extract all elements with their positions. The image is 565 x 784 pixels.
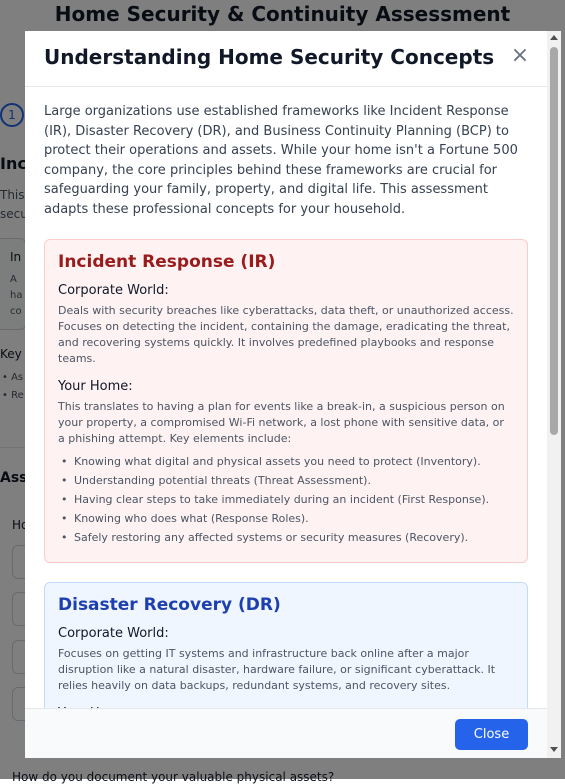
- close-icon[interactable]: ×: [510, 43, 530, 68]
- card-title: Incident Response (IR): [58, 252, 276, 272]
- scrollbar[interactable]: [547, 31, 561, 758]
- intro-text: Large organizations use established frameworks like Incident Response (IR), Disaster Recovery (DR), and Business Continuity Planning (BCP) to protect their operations and assets. While your home isn't a Fortune 500 company, the core principles behind these frameworks are crucial for safeguarding your family, property, and digital life. This assessment adapts these professional concepts for your household.: [44, 104, 518, 217]
- list-item: • Having clear steps to take immediately during an incident (First Response).: [61, 493, 514, 507]
- home-label: Your Home:: [58, 379, 133, 394]
- scroll-up-arrow-icon[interactable]: [550, 35, 558, 40]
- list-item: • Knowing what digital and physical assets you need to protect (Inventory).: [61, 455, 514, 469]
- list-item: • Knowing who does what (Response Roles).: [61, 512, 514, 526]
- modal-header: [25, 31, 547, 87]
- concepts-modal: [25, 31, 561, 758]
- corporate-text: Focuses on getting IT systems and infrastructure back online after a major disruption like a natural disaster, hardware failure, or significant cyberattack. It relies heavily on data backups, redundant systems, and recovery sites.: [58, 647, 496, 692]
- corporate-label: Corporate World:: [58, 283, 169, 298]
- close-button[interactable]: Close: [455, 719, 528, 750]
- card-title: Disaster Recovery (DR): [58, 595, 281, 615]
- modal-body[interactable]: [25, 88, 547, 708]
- scrollbar-thumb[interactable]: [550, 47, 558, 435]
- list-item: • Understanding potential threats (Threat Assessment).: [61, 474, 514, 488]
- modal-title: Understanding Home Security Concepts: [44, 45, 495, 69]
- scroll-down-arrow-icon[interactable]: [550, 747, 558, 752]
- list-item: • Safely restoring any affected systems or security measures (Recovery).: [61, 531, 514, 545]
- corporate-text: Deals with security breaches like cyberattacks, data theft, or unauthorized access. Focuses on detecting the incident, containing the damage, eradicating the threat, and recovering systems quickly. It involves predefined playbooks and response teams.: [58, 304, 514, 365]
- home-text: This translates to having a plan for events like a break-in, a suspicious person on your property, a compromised Wi-Fi network, a lost phone with sensitive data, or a phishing attempt. Key elements include:: [58, 400, 505, 445]
- bullet-list: [58, 455, 514, 545]
- incident-response-card: [44, 239, 528, 563]
- modal-footer: [25, 708, 547, 758]
- corporate-label: Corporate World:: [58, 626, 169, 641]
